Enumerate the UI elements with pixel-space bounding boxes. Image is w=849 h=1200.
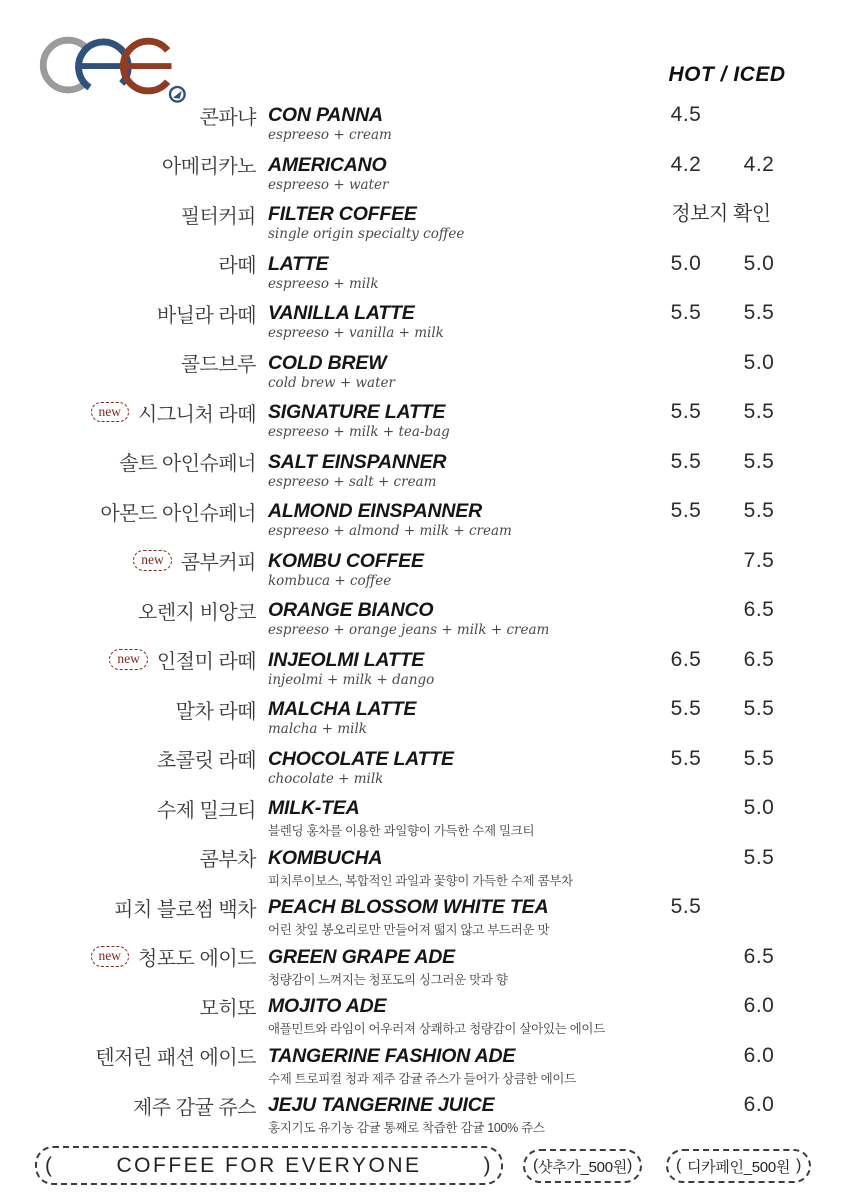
- item-name-english: KOMBU COFFEE: [268, 549, 424, 572]
- new-badge: new: [133, 550, 172, 571]
- item-korean-cell: [0, 894, 262, 920]
- menu-item-row: [0, 297, 849, 347]
- price-note: 정보지 확인: [671, 203, 771, 225]
- price-iced: 5.5: [743, 449, 775, 473]
- menu-item-row: [0, 347, 849, 397]
- menu-item-row: [0, 545, 849, 595]
- menu-item-row: [0, 594, 849, 644]
- item-description: 애플민트와 라임이 어우러져 상쾌하고 청량감이 살아있는 에이드: [268, 1022, 605, 1036]
- price-hot: 4.5: [670, 103, 702, 126]
- item-description: 어린 찻잎 봉오리로만 만들어져 떫지 않고 부드러운 맛: [268, 923, 550, 937]
- item-name-english: INJEOLMI LATTE: [268, 648, 425, 671]
- item-description: espreeso + milk + tea-bag: [268, 424, 450, 440]
- new-badge: new: [91, 402, 130, 423]
- item-korean-cell: [0, 251, 262, 277]
- item-korean-cell: [0, 944, 262, 970]
- price-iced: 4.2: [743, 152, 775, 176]
- item-name-korean: 아메리카노: [161, 156, 256, 178]
- item-name-english: SIGNATURE LATTE: [268, 401, 446, 423]
- item-main-cell: [262, 498, 652, 539]
- menu-item-row: [0, 198, 849, 248]
- item-main-cell: [262, 746, 652, 787]
- item-main-cell: [262, 548, 652, 589]
- item-name-english: ALMOND EINSPANNER: [268, 500, 482, 522]
- item-main-cell: [262, 696, 652, 737]
- item-name-korean: 제주 감귤 쥬스: [132, 1096, 256, 1119]
- item-description: cold brew + water: [268, 374, 395, 391]
- menu-item-row: [0, 149, 849, 199]
- price-hot: 5.0: [670, 251, 702, 275]
- item-korean-cell: [0, 795, 262, 821]
- item-korean-cell: [0, 498, 262, 524]
- price-hot: 5.5: [670, 499, 702, 522]
- item-korean-cell: [0, 1092, 262, 1118]
- menu-item-row: [0, 99, 849, 149]
- item-description: chocolate + milk: [268, 770, 384, 787]
- item-name-english: KOMBUCHA: [268, 846, 383, 869]
- item-main-cell: [262, 399, 652, 440]
- item-name-english: LATTE: [268, 252, 329, 275]
- item-name-korean: 아몬드 아인슈페너: [100, 502, 256, 525]
- menu-item-row: [0, 693, 849, 743]
- price-iced: 5.5: [743, 746, 775, 770]
- item-main-cell: [262, 201, 652, 242]
- item-korean-cell: [0, 152, 262, 178]
- price-iced: 6.5: [743, 598, 775, 621]
- price-hot: 5.5: [670, 400, 702, 423]
- footer-slogan-pill: [35, 1146, 503, 1185]
- item-main-cell: [262, 894, 652, 938]
- price-iced: 5.5: [743, 301, 775, 324]
- item-name-english: VANILLA LATTE: [268, 302, 415, 324]
- item-name-english: CHOCOLATE LATTE: [268, 747, 454, 770]
- item-main-cell: [262, 845, 652, 889]
- item-name-english: FILTER COFFEE: [268, 203, 417, 225]
- item-description: espreeso + orange jeans + milk + cream: [268, 622, 550, 638]
- menu-item-row: [0, 842, 849, 892]
- item-name-korean: 콤부차: [199, 849, 256, 871]
- item-main-cell: [262, 993, 652, 1037]
- item-korean-cell: [0, 845, 262, 871]
- item-name-english: SALT EINSPANNER: [268, 450, 447, 473]
- item-name-korean: 말차 라떼: [175, 700, 256, 723]
- price-hot: 5.5: [670, 746, 702, 770]
- item-name-korean: 시그니처 라떼: [138, 403, 256, 426]
- item-name-korean: 솔트 아인슈페너: [119, 453, 256, 475]
- price-iced: 5.0: [743, 796, 775, 819]
- price-hot: 6.5: [670, 647, 702, 671]
- menu-item-row: [0, 495, 849, 545]
- menu-item-row: [0, 396, 849, 446]
- price-hot: 5.5: [670, 301, 702, 324]
- menu-item-row: [0, 743, 849, 793]
- item-name-korean: 인절미 라떼: [156, 651, 256, 673]
- cafe-logo: [34, 26, 190, 108]
- item-description: espreeso + cream: [268, 127, 392, 143]
- item-korean-cell: [0, 746, 262, 772]
- item-name-korean: 모히또: [199, 997, 256, 1020]
- menu-item-row: [0, 644, 849, 694]
- item-name-english: GREEN GRAPE ADE: [268, 945, 455, 968]
- item-name-korean: 청포도 에이드: [138, 948, 256, 970]
- item-description: single origin specialty coffee: [268, 226, 465, 242]
- new-badge: new: [91, 946, 130, 967]
- price-columns-header: HOT / ICED: [668, 63, 786, 86]
- item-korean-cell: [0, 993, 262, 1019]
- item-name-korean: 콤부커피: [180, 552, 256, 574]
- item-korean-cell: [0, 1043, 262, 1069]
- price-iced: 6.5: [743, 944, 775, 968]
- item-korean-cell: [0, 548, 262, 574]
- item-main-cell: [262, 1092, 652, 1136]
- item-main-cell: [262, 350, 652, 391]
- item-description: kombuca + coffee: [268, 572, 392, 589]
- menu-item-row: [0, 941, 849, 991]
- item-name-english: MOJITO ADE: [268, 995, 387, 1017]
- item-korean-cell: [0, 647, 262, 673]
- item-description: 수제 트로피컬 청과 제주 감귤 쥬스가 들어가 상큼한 에이드: [268, 1071, 576, 1086]
- footer-extra-shot-label: ( 샷추가_500원: [538, 1158, 627, 1176]
- item-main-cell: [262, 300, 652, 341]
- item-main-cell: [262, 944, 652, 988]
- item-main-cell: [262, 1043, 652, 1087]
- item-main-cell: [262, 251, 652, 292]
- menu-item-row: [0, 1040, 849, 1090]
- price-iced: 5.5: [743, 499, 775, 522]
- item-description: 청량감이 느껴지는 청포도의 싱그러운 맛과 향: [268, 972, 508, 987]
- item-name-english: MILK-TEA: [268, 797, 360, 819]
- price-iced: 7.5: [743, 548, 775, 572]
- item-korean-cell: [0, 399, 262, 425]
- menu-item-row: [0, 891, 849, 941]
- menu-item-row: [0, 990, 849, 1040]
- logo-dot-needle: [173, 91, 182, 99]
- item-korean-cell: [0, 201, 262, 227]
- item-description: espreeso + salt + cream: [268, 473, 437, 490]
- item-name-korean: 바닐라 라떼: [156, 304, 256, 327]
- new-badge: new: [109, 649, 148, 670]
- item-name-korean: 필터커피: [180, 205, 256, 228]
- price-iced: 6.0: [743, 994, 775, 1017]
- item-name-korean: 오렌지 비앙코: [138, 601, 256, 624]
- item-main-cell: [262, 152, 652, 193]
- item-korean-cell: [0, 597, 262, 623]
- menu-item-row: [0, 248, 849, 298]
- price-iced: 6.0: [743, 1093, 775, 1116]
- price-hot: 4.2: [670, 152, 702, 176]
- menu-item-row: [0, 446, 849, 496]
- menu-item-row: [0, 792, 849, 842]
- price-iced: 5.0: [743, 251, 775, 275]
- item-name-english: MALCHA LATTE: [268, 698, 417, 720]
- item-korean-cell: [0, 300, 262, 326]
- item-name-english: CON PANNA: [268, 104, 383, 126]
- item-name-english: JEJU TANGERINE JUICE: [268, 1094, 495, 1116]
- price-iced: 5.5: [743, 845, 775, 869]
- menu-list: [0, 99, 849, 1139]
- price-hot: 5.5: [670, 449, 702, 473]
- item-description: malcha + milk: [268, 721, 367, 737]
- item-name-english: AMERICANO: [268, 153, 387, 176]
- item-name-korean: 수제 밀크티: [156, 799, 256, 822]
- item-main-cell: [262, 449, 652, 490]
- item-korean-cell: [0, 449, 262, 475]
- item-description: espreeso + almond + milk + cream: [268, 523, 512, 539]
- price-iced: 5.5: [743, 697, 775, 720]
- price-iced: 5.5: [743, 400, 775, 423]
- item-name-english: TANGERINE FASHION ADE: [268, 1044, 516, 1067]
- price-iced: 5.0: [743, 350, 775, 374]
- price-hot: 5.5: [670, 697, 702, 720]
- price-iced: 6.5: [743, 647, 775, 671]
- price-hot: 5.5: [670, 895, 702, 918]
- item-name-korean: 초콜릿 라떼: [156, 750, 256, 772]
- footer-decaf-label: ( 디카페인_500원: [686, 1158, 791, 1176]
- item-korean-cell: [0, 350, 262, 376]
- item-korean-cell: [0, 696, 262, 722]
- footer-extra-shot-pill: [523, 1149, 642, 1183]
- item-description: espreeso + milk: [268, 275, 379, 292]
- item-name-korean: 라떼: [218, 255, 256, 277]
- item-name-korean: 텐저린 패션 에이드: [95, 1047, 256, 1069]
- item-name-english: PEACH BLOSSOM WHITE TEA: [268, 896, 549, 918]
- item-description: espreeso + water: [268, 176, 389, 193]
- item-main-cell: [262, 102, 652, 143]
- item-description: espreeso + vanilla + milk: [268, 325, 444, 341]
- item-name-korean: 콘파냐: [199, 106, 256, 129]
- item-name-korean: 피치 블로썸 백차: [114, 898, 256, 921]
- item-main-cell: [262, 597, 652, 638]
- item-main-cell: [262, 795, 652, 839]
- item-description: 블렌딩 홍차를 이용한 과일향이 가득한 수제 밀크티: [268, 824, 535, 838]
- item-korean-cell: [0, 102, 262, 128]
- item-name-english: COLD BREW: [268, 351, 387, 374]
- menu-item-row: [0, 1089, 849, 1139]
- price-iced: 6.0: [743, 1043, 775, 1067]
- footer-decaf-pill: [666, 1149, 811, 1183]
- item-description: 홍지기도 유기농 감귤 통째로 착즙한 감귤 100% 쥬스: [268, 1121, 545, 1135]
- item-main-cell: [262, 647, 652, 688]
- item-description: injeolmi + milk + dango: [268, 671, 435, 688]
- item-name-korean: 콜드브루: [180, 354, 256, 376]
- item-name-english: ORANGE BIANCO: [268, 599, 434, 621]
- item-description: 피치루이보스, 복합적인 과일과 꽃향이 가득한 수제 콤부차: [268, 873, 573, 888]
- footer-slogan-label: ( COFFEE FOR EVERYONE: [116, 1153, 422, 1177]
